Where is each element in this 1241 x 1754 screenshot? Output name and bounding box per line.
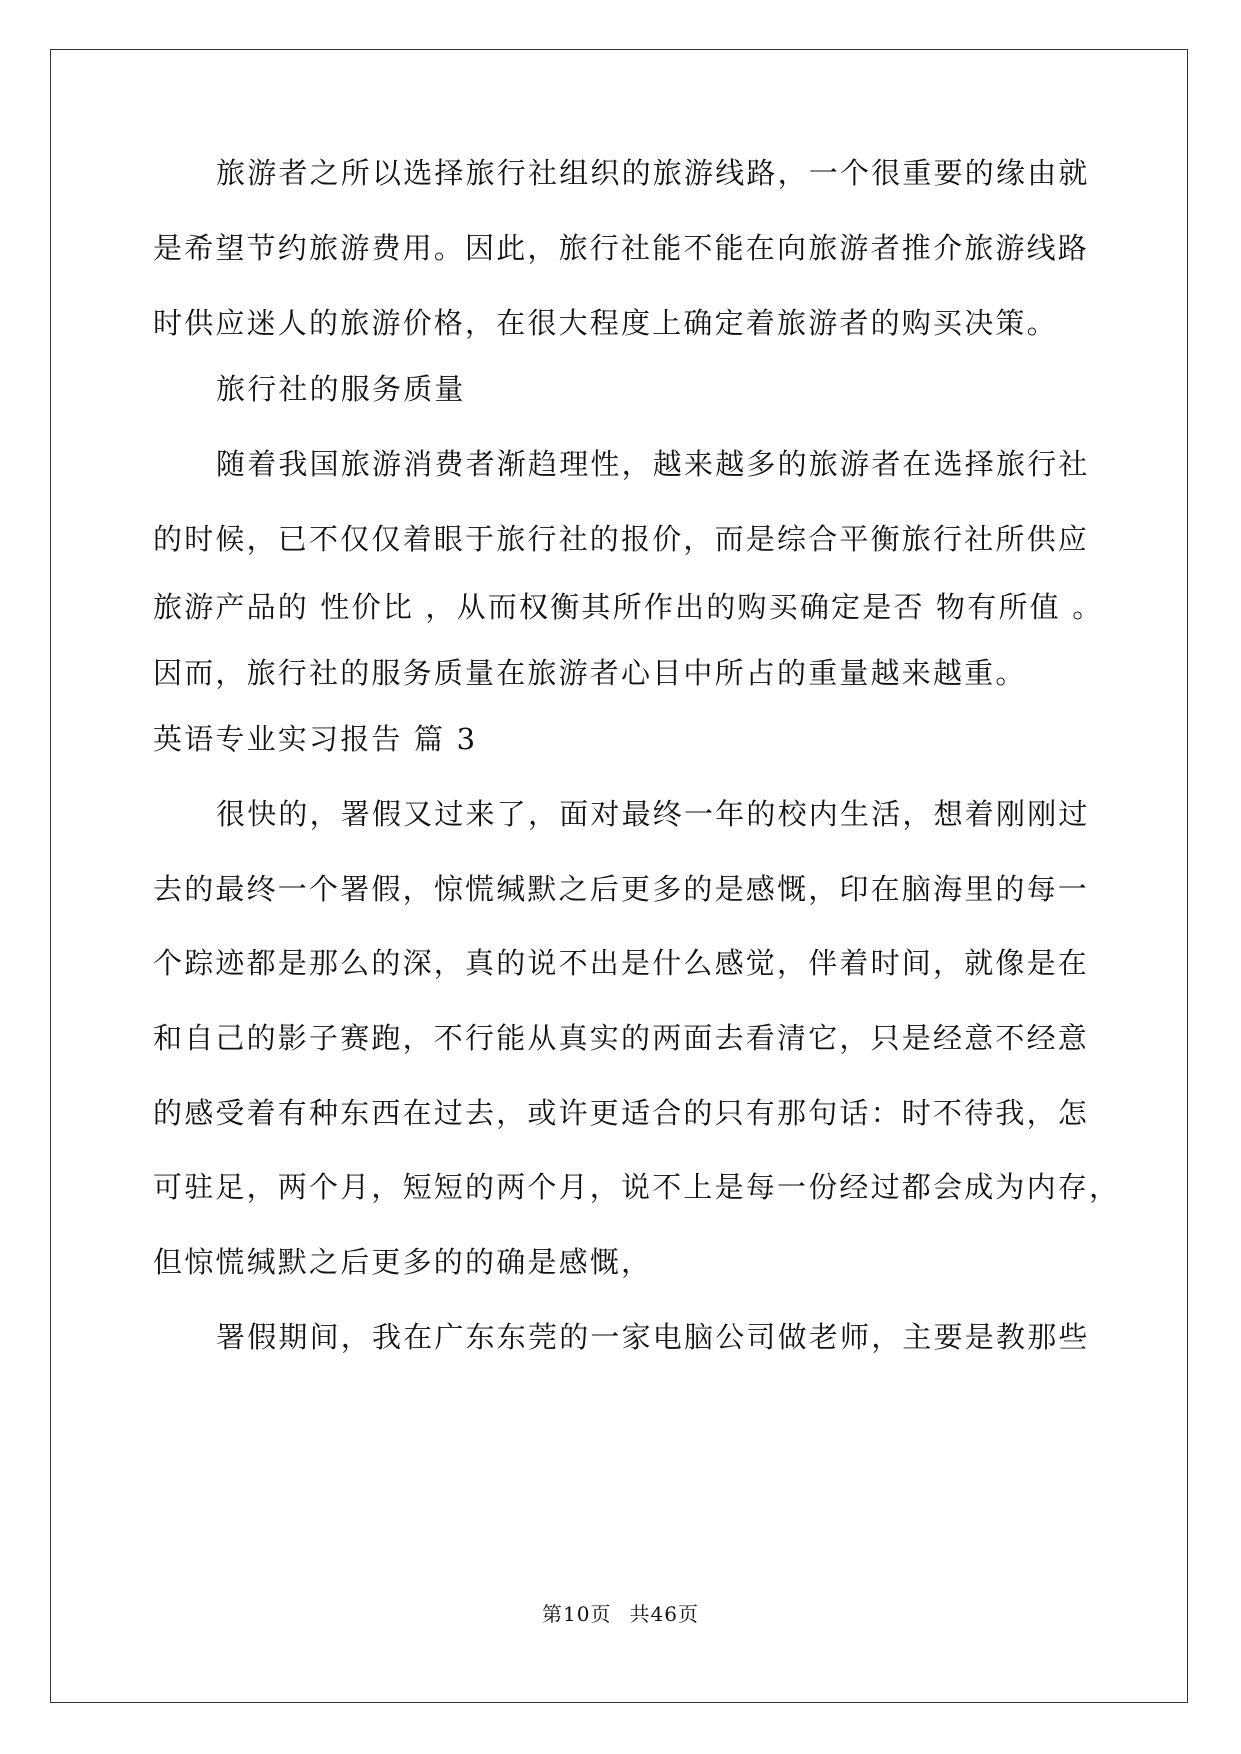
paragraph-line: 时供应迷人的旅游价格，在很大程度上确定着旅游者的购买决策。 xyxy=(153,306,1058,340)
paragraph-line: 随着我国旅游消费者渐趋理性，越来越多的旅游者在选择旅行社 xyxy=(216,447,1090,481)
total-suffix: 页 xyxy=(677,1602,699,1626)
chapter-heading: 英语专业实习报告 篇 3 xyxy=(153,722,478,756)
page-suffix: 页 xyxy=(590,1602,612,1626)
page-prefix: 第 xyxy=(542,1602,564,1626)
paragraph-line: 个踪迹都是那么的深，真的说不出是什么感觉，伴着时间，就像是在 xyxy=(153,946,1090,980)
total-prefix: 共 xyxy=(629,1602,651,1626)
page-total: 46 xyxy=(650,1602,678,1626)
paragraph-line: 署假期间，我在广东东莞的一家电脑公司做老师，主要是教那些 xyxy=(216,1320,1090,1354)
paragraph-line: 旅游者之所以选择旅行社组织的旅游线路，一个很重要的缘由就 xyxy=(216,156,1090,190)
paragraph-line: 和自己的影子赛跑，不行能从真实的两面去看清它，只是经意不经意 xyxy=(153,1021,1090,1055)
paragraph-line: 旅游产品的 性价比 ，从而权衡其所作出的购买确定是否 物有所值 。 xyxy=(153,590,1104,624)
section-heading: 旅行社的服务质量 xyxy=(216,372,466,406)
paragraph-line: 去的最终一个署假，惊慌缄默之后更多的是感慨，印在脑海里的每一 xyxy=(153,872,1090,906)
paragraph-line: 是希望节约旅游费用。因此，旅行社能不能在向旅游者推介旅游线路 xyxy=(153,231,1090,265)
page-footer xyxy=(0,1602,1241,1626)
paragraph-line: 因而，旅行社的服务质量在旅游者心目中所占的重量越来越重。 xyxy=(153,656,1027,690)
paragraph-line: 的感受着有种东西在过去，或许更适合的只有那句话：时不待我，怎 xyxy=(153,1096,1090,1130)
paragraph-line: 很快的，署假又过来了，面对最终一年的校内生活，想着刚刚过 xyxy=(216,797,1090,831)
paragraph-line: 但惊慌缄默之后更多的的确是感慨， xyxy=(153,1245,653,1279)
page-number: 10 xyxy=(563,1602,591,1626)
paragraph-line: 可驻足，两个月，短短的两个月，说不上是每一份经过都会成为内存， xyxy=(153,1170,1121,1204)
paragraph-line: 的时候，已不仅仅着眼于旅行社的报价，而是综合平衡旅行社所供应 xyxy=(153,522,1090,556)
